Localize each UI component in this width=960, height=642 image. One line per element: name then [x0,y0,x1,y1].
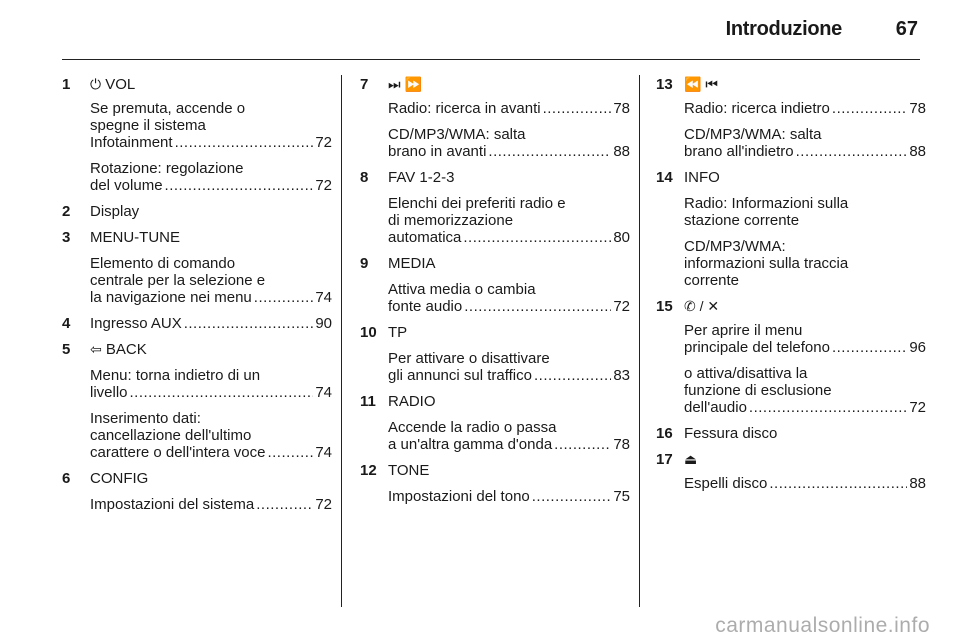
page-reference-line [388,367,630,384]
page-reference[interactable]: 72 [909,399,926,416]
page-reference-line [90,289,332,306]
entry-title-text: VOL [105,76,136,93]
entry-description [388,126,630,160]
entry-title: Display [90,203,140,220]
entry-number: 15 [656,298,673,315]
description-line: CD/MP3/WMA: [684,238,786,255]
entry-1 [62,76,332,194]
description-line: Menu: torna indietro di un [90,367,261,384]
entry-number: 5 [62,341,71,358]
page-reference-line [90,444,332,461]
page-reference-line [90,134,332,151]
entry-number: 1 [62,76,71,93]
page-reference-line [388,298,630,315]
column-1 [62,76,332,522]
entry-title: FAV 1-2-3 [388,169,455,186]
page-reference[interactable]: 72 [315,177,332,194]
entry-9 [360,255,630,315]
page-reference[interactable]: 74 [315,444,332,461]
leader-dots [463,229,611,246]
back-icon: ⇦ [90,341,102,357]
entry-title: RADIO [388,393,436,410]
description-line: Impostazioni del sistema [90,496,255,513]
page-reference[interactable]: 88 [613,143,630,160]
entry-number: 12 [360,462,377,479]
leader-dots [175,134,314,151]
entry-number: 10 [360,324,377,341]
description-line: Se premuta, accende o [90,100,246,117]
description-line: Inserimento dati: [90,410,201,427]
page-reference[interactable]: 88 [909,143,926,160]
entry-description [684,475,926,492]
page-reference[interactable]: 75 [613,488,630,505]
entry-description [90,367,332,401]
entry-number: 7 [360,76,369,93]
description-line: Radio: ricerca indietro [684,100,830,117]
description-line: Elenchi dei preferiti radio e [388,195,566,212]
entry-title: INFO [684,169,720,186]
entry-number: 4 [62,315,71,332]
column-divider-2 [639,75,640,607]
entry-10 [360,324,630,384]
entry-description [90,160,332,194]
description-line: funzione di esclusione [684,382,832,399]
entry-description [388,350,630,384]
page-reference[interactable]: 80 [613,229,630,246]
entry-5 [62,341,332,461]
entry-description [388,488,630,505]
description-line: brano all'indietro [684,143,794,160]
entry-4 [62,315,332,332]
header-rule [62,59,920,60]
description-line: cancellazione dell'ultimo [90,427,252,444]
entry-title [90,76,332,93]
description-line: centrale per la selezione e [90,272,266,289]
description-line: Attiva media o cambia [388,281,536,298]
description-line: Espelli disco [684,475,768,492]
page-reference[interactable]: 96 [909,339,926,356]
entry-description [684,126,926,160]
page-reference[interactable]: 78 [613,436,630,453]
page-reference[interactable]: 72 [315,134,332,151]
leader-dots [267,444,313,461]
entry-description [90,100,332,151]
leader-dots [130,384,314,401]
description-line: di memorizzazione [388,212,514,229]
page-reference-line [684,100,926,117]
description-line: Radio: ricerca in avanti [388,100,541,117]
entry-14 [656,169,926,289]
entry-title: TP [388,324,408,341]
description-line: Infotainment [90,134,173,151]
entry-description [90,410,332,461]
page-reference[interactable]: 90 [315,315,332,332]
entry-description [388,195,630,246]
eject-icon: ⏏ [684,451,698,467]
entry-15 [656,298,926,416]
entry-title: Ingresso AUX [90,315,182,332]
leader-dots [749,399,907,416]
page-reference-line [388,143,630,160]
entry-title [684,298,926,315]
description-line: Per aprire il menu [684,322,803,339]
description-line: carattere o dell'intera voce [90,444,266,461]
page-reference-line [388,436,630,453]
leader-dots [534,367,611,384]
entry-description [90,496,332,513]
entry-description [388,419,630,453]
entry-8 [360,169,630,246]
description-line: Accende la radio o passa [388,419,557,436]
description-line: gli annunci sul traffico [388,367,532,384]
entry-title: MEDIA [388,255,436,272]
description-line: spegne il sistema [90,117,206,134]
page-reference-line [388,488,630,505]
page-reference[interactable]: 83 [613,367,630,384]
entry-description [684,322,926,356]
description-line: livello [90,384,128,401]
description-line: fonte audio [388,298,463,315]
seek-backward-icon: ⏪ ⏮ [684,76,718,92]
leader-dots [165,177,314,194]
leader-dots [254,289,314,306]
entry-title [684,451,926,468]
description-line: brano in avanti [388,143,487,160]
entry-title: CONFIG [90,470,149,487]
entry-description [90,255,332,306]
entry-number: 2 [62,203,71,220]
leader-dots [832,100,907,117]
column-divider-1 [341,75,342,607]
page-reference[interactable]: 74 [315,289,332,306]
entry-number: 9 [360,255,369,272]
entry-number: 11 [360,393,376,410]
leader-dots [769,475,907,492]
entry-number: 6 [62,470,71,487]
entry-title-text: BACK [105,341,147,358]
entry-number: 3 [62,229,71,246]
page-reference-line [90,496,332,513]
leader-dots [554,436,611,453]
watermark: carmanualsonline.info [715,614,930,637]
power-icon: ⏻ [90,76,102,92]
entry-title: Fessura disco [684,425,778,442]
description-line: CD/MP3/WMA: salta [388,126,526,143]
page-reference[interactable]: 88 [909,475,926,492]
entry-3 [62,229,332,306]
entry-number: 14 [656,169,673,186]
entry-title [388,76,630,93]
description-line: Impostazioni del tono [388,488,530,505]
description-line: Per attivare o disattivare [388,350,550,367]
entry-description [388,100,630,117]
page-reference-line [90,177,332,194]
leader-dots [543,100,612,117]
page-reference[interactable]: 78 [909,100,926,117]
leader-dots [464,298,611,315]
page-reference-line [684,339,926,356]
entry-description [684,365,926,416]
description-line: a un'altra gamma d'onda [388,436,553,453]
leader-dots [532,488,612,505]
page-reference-line [684,143,926,160]
page-number: 67 [895,18,918,40]
entry-description [684,238,926,289]
entry-number: 8 [360,169,369,186]
entry-7 [360,76,630,160]
page-reference-line [90,384,332,401]
entry-6 [62,470,332,513]
description-line: Rotazione: regolazione [90,160,244,177]
entry-17 [656,451,926,492]
description-line: CD/MP3/WMA: salta [684,126,822,143]
description-line: principale del telefono [684,339,830,356]
page-title: Introduzione [725,18,842,40]
entry-title [684,76,926,93]
description-line: automatica [388,229,462,246]
page-reference[interactable]: 78 [613,100,630,117]
entry-16 [656,425,926,442]
entry-13 [656,76,926,160]
leader-dots [832,339,907,356]
entry-description [684,195,926,229]
phone-mute-icon: ✆ / ✕ [684,298,720,314]
entry-description [388,281,630,315]
page-header [0,0,960,62]
entry-11 [360,393,630,453]
description-line: stazione corrente [684,212,800,229]
entry-description [684,100,926,117]
entry-title: TONE [388,462,430,479]
column-3 [656,76,926,501]
entry-number: 13 [656,76,673,93]
description-line: dell'audio [684,399,747,416]
entry-number: 16 [656,425,673,442]
entry-title: MENU-TUNE [90,229,180,246]
page-reference[interactable]: 72 [613,298,630,315]
description-line: Elemento di comando [90,255,236,272]
entry-title [90,341,332,358]
page-reference-line [388,229,630,246]
page-reference[interactable]: 72 [315,496,332,513]
column-2 [360,76,630,514]
seek-forward-icon: ⏭ ⏩ [388,76,422,92]
page-reference-line [388,100,630,117]
description-line: del volume [90,177,163,194]
description-line: o attiva/disattiva la [684,365,808,382]
page-reference[interactable]: 74 [315,384,332,401]
entry-12 [360,462,630,505]
description-line: la navigazione nei menu [90,289,252,306]
leader-dots [796,143,908,160]
leader-dots [256,496,313,513]
page-reference-line [684,475,926,492]
page-reference-line [684,399,926,416]
description-line: Radio: Informazioni sulla [684,195,849,212]
entry-number: 17 [656,451,673,468]
page-reference-line [90,315,332,332]
leader-dots [184,315,314,332]
entry-2 [62,203,332,220]
leader-dots [488,143,611,160]
description-line: informazioni sulla traccia [684,255,849,272]
description-line: corrente [684,272,740,289]
